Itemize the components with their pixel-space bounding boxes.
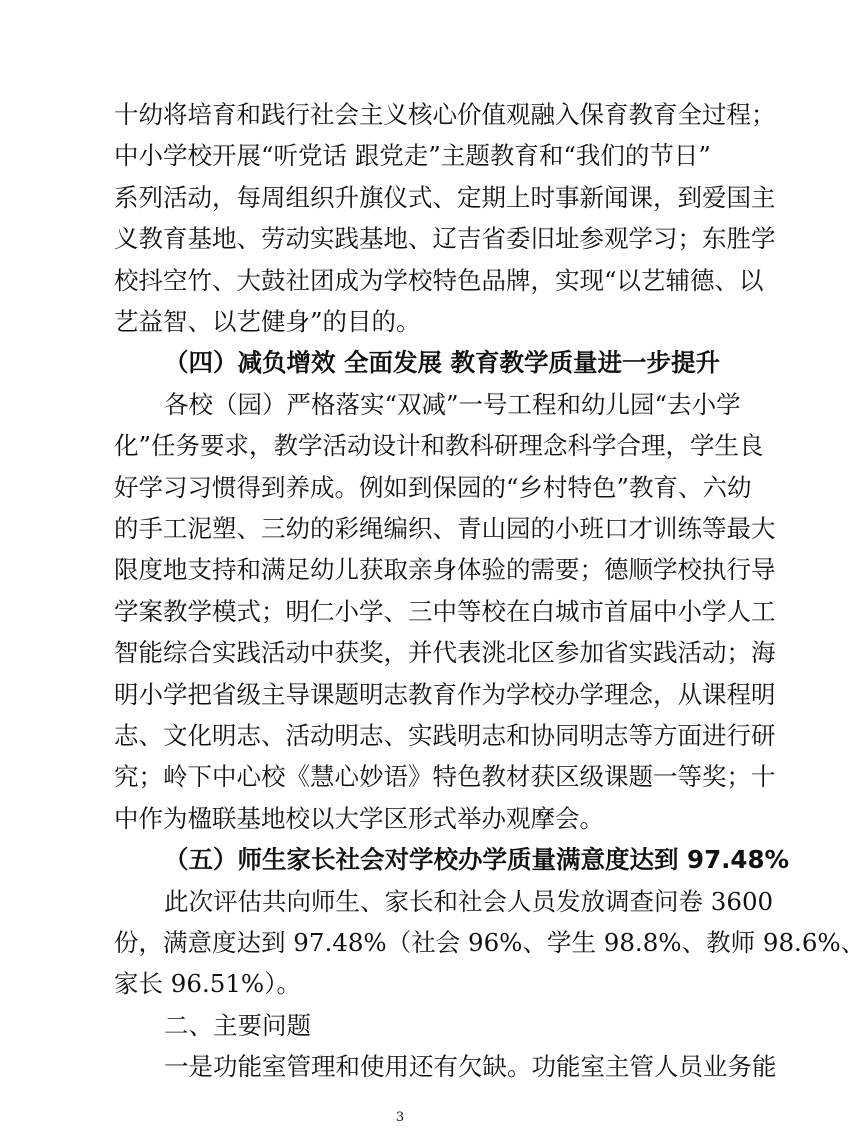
body-line: 系列活动，每周组织升旗仪式、定期上时事新闻课，到爱国主 — [114, 183, 776, 212]
body-line: 学案教学模式；明仁小学、三中等校在白城市首届中小学人工 — [114, 597, 776, 626]
part-title: 二、主要问题 — [164, 1011, 311, 1040]
body-line: 智能综合实践活动中获奖，并代表洮北区参加省实践活动；海 — [114, 638, 776, 667]
body-line: 明小学把省级主导课题明志教育作为学校办学理念，从课程明 — [114, 680, 776, 709]
body-line: 究；岭下中心校《慧心妙语》特色教材获区级课题一等奖；十 — [114, 762, 776, 791]
body-line: 的手工泥塑、三幼的彩绳编织、青山园的小班口才训练等最大 — [114, 514, 776, 543]
body-line: 化”任务要求，教学活动设计和教科研理念科学合理，学生良 — [114, 431, 764, 460]
page-number: 3 — [395, 1110, 405, 1125]
section-heading: （五）师生家长社会对学校办学质量满意度达到 97.48% — [164, 845, 790, 874]
body-line: 此次评估共向师生、家长和社会人员发放调查问卷 3600 — [164, 887, 774, 916]
section-heading: （四）减负增效 全面发展 教育教学质量进一步提升 — [164, 348, 721, 377]
body-line: 各校（园）严格落实“双减”一号工程和幼儿园“去小学 — [164, 390, 741, 419]
body-line: 一是功能室管理和使用还有欠缺。功能室主管人员业务能 — [164, 1052, 777, 1081]
body-line: 校抖空竹、大鼓社团成为学校特色品牌，实现“以艺辅德、以 — [114, 266, 764, 295]
body-line: 中作为楹联基地校以大学区形式举办观摩会。 — [114, 804, 604, 833]
body-line: 家长 96.51%）。 — [114, 969, 301, 998]
body-line: 艺益智、以艺健身”的目的。 — [114, 307, 421, 336]
body-line: 份，满意度达到 97.48%（社会 96%、学生 98.8%、教师 98.6%、 — [114, 928, 865, 957]
body-line: 限度地支持和满足幼儿获取亲身体验的需要；德顺学校执行导 — [114, 555, 776, 584]
body-line: 中小学校开展“听党话 跟党走”主题教育和“我们的节日” — [114, 141, 711, 170]
body-line: 好学习习惯得到养成。例如到保园的“乡村特色”教育、六幼 — [114, 473, 752, 502]
body-line: 十幼将培育和践行社会主义核心价值观融入保育教育全过程； — [114, 100, 776, 129]
body-line: 义教育基地、劳动实践基地、辽吉省委旧址参观学习；东胜学 — [114, 224, 776, 253]
body-line: 志、文化明志、活动明志、实践明志和协同明志等方面进行研 — [114, 721, 776, 750]
